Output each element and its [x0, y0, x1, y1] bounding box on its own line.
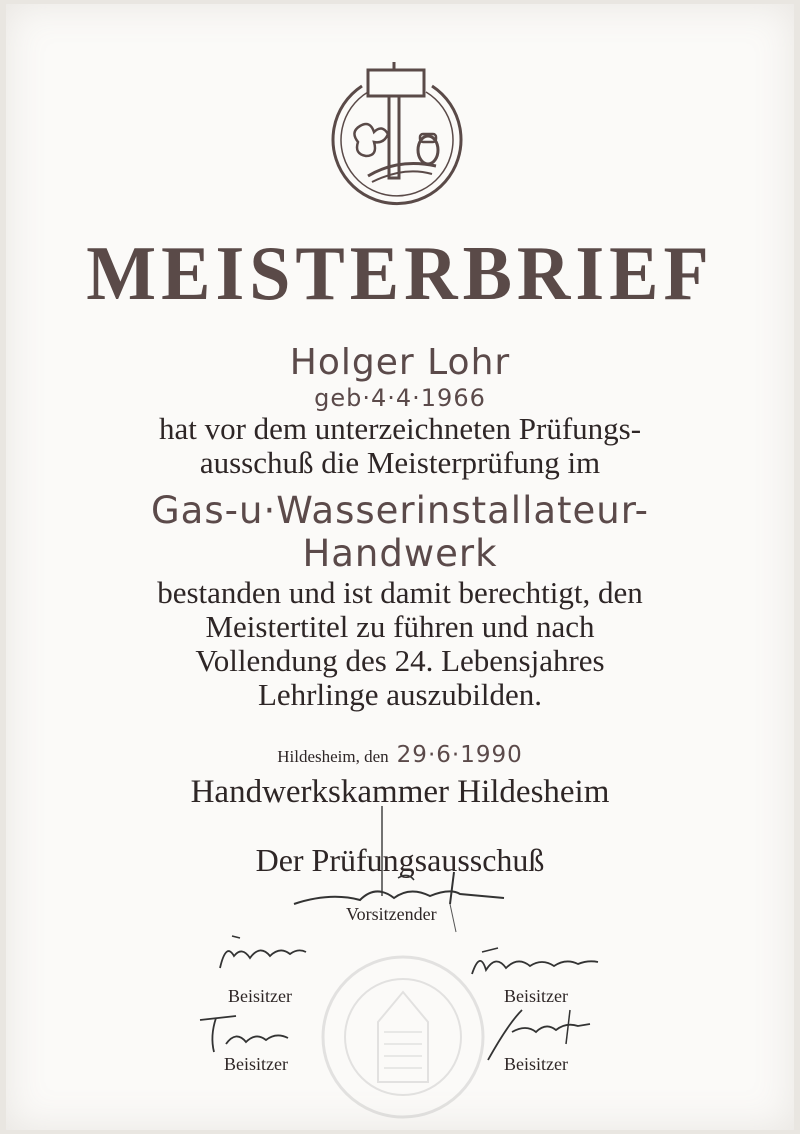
trade-line-2: Handwerk: [302, 532, 498, 575]
assessor-role-2: Beisitzer: [504, 986, 568, 1006]
assessor-role-3: Beisitzer: [224, 1054, 288, 1074]
chair-role: Vorsitzender: [346, 904, 437, 924]
issue-date: 29·6·1990: [396, 742, 523, 768]
text-line-5: Vollendung des 24. Lebensjahres: [195, 643, 605, 678]
text-line-4: Meistertitel zu führen und nach: [205, 609, 595, 644]
birth-date: geb·4·4·1966: [314, 384, 486, 412]
committee-heading: Der Prüfungsausschuß: [255, 842, 545, 878]
assessor-signature-3: [196, 1012, 296, 1058]
text-line-2: ausschuß die Meisterprüfung im: [199, 445, 601, 480]
trade-line-1: Gas-u·Wasserinstallateur-: [151, 489, 649, 532]
text-line-6: Lehrlinge auszubilden.: [257, 677, 543, 712]
holder-name: Holger Lohr: [289, 342, 511, 383]
chamber-name: Handwerkskammer Hildesheim: [190, 774, 610, 810]
place-label: Hildesheim, den: [277, 747, 389, 766]
assessor-role-4: Beisitzer: [504, 1054, 568, 1074]
place-date-line: [0, 742, 800, 768]
chamber-seal-icon: [318, 952, 488, 1122]
assessor-signature-1: [212, 932, 322, 978]
assessor-role-1: Beisitzer: [228, 986, 292, 1006]
guild-emblem-icon: [328, 62, 466, 208]
text-line-1: hat vor dem unterzeichneten Prüfungs-: [158, 411, 642, 446]
text-line-3: bestanden und ist damit berechtigt, den: [157, 575, 643, 610]
assessor-signature-2: [468, 944, 608, 988]
certificate-title: MEISTERBRIEF: [86, 230, 714, 318]
